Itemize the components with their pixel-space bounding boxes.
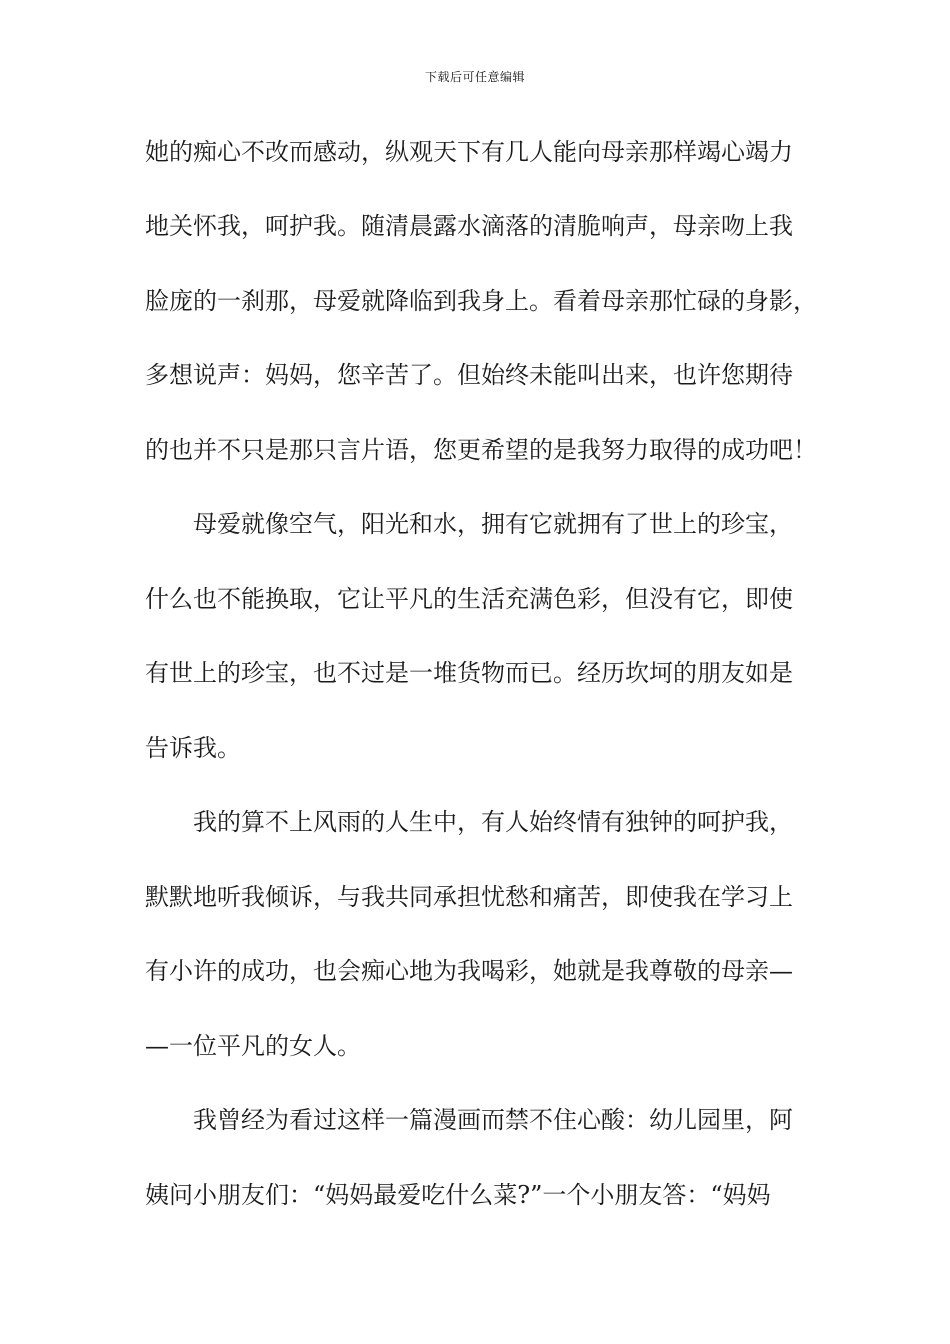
body-line: —一位平凡的女人。 xyxy=(145,1032,361,1060)
body-line: 有世上的珍宝，也不过是一堆货物而已。经历坎坷的朋友如是 xyxy=(145,659,793,687)
body-line: 脸庞的一刹那，母爱就降临到我身上。看着母亲那忙碌的身影， xyxy=(145,287,817,315)
body-line: 默默地听我倾诉，与我共同承担忧愁和痛苦，即使我在学习上 xyxy=(145,883,793,911)
body-line: 地关怀我，呵护我。随清晨露水滴落的清脆响声，母亲吻上我 xyxy=(145,212,793,240)
paragraph-first-line: 我的算不上风雨的人生中，有人始终情有独钟的呵护我， xyxy=(193,808,793,836)
page-header: 下载后可任意编辑 xyxy=(424,70,525,84)
body-line: 告诉我。 xyxy=(145,734,241,762)
body-line: 有小许的成功，也会痴心地为我喝彩，她就是我尊敬的母亲— xyxy=(145,957,793,985)
body-line: 什么也不能换取，它让平凡的生活充满色彩，但没有它，即使 xyxy=(145,585,793,613)
body-line: 的也并不只是那只言片语，您更希望的是我努力取得的成功吧！ xyxy=(145,436,817,464)
paragraph-first-line: 我曾经为看过这样一篇漫画而禁不住心酸：幼儿园里，阿 xyxy=(193,1106,793,1134)
paragraph-first-line: 母爱就像空气，阳光和水，拥有它就拥有了世上的珍宝， xyxy=(193,510,793,538)
body-line: 她的痴心不改而感动，纵观天下有几人能向母亲那样竭心竭力 xyxy=(145,138,793,166)
body-line: 姨问小朋友们：“妈妈最爱吃什么菜?”一个小朋友答：“妈妈 xyxy=(145,1181,771,1209)
body-line: 多想说声：妈妈，您辛苦了。但始终未能叫出来，也许您期待 xyxy=(145,361,793,389)
